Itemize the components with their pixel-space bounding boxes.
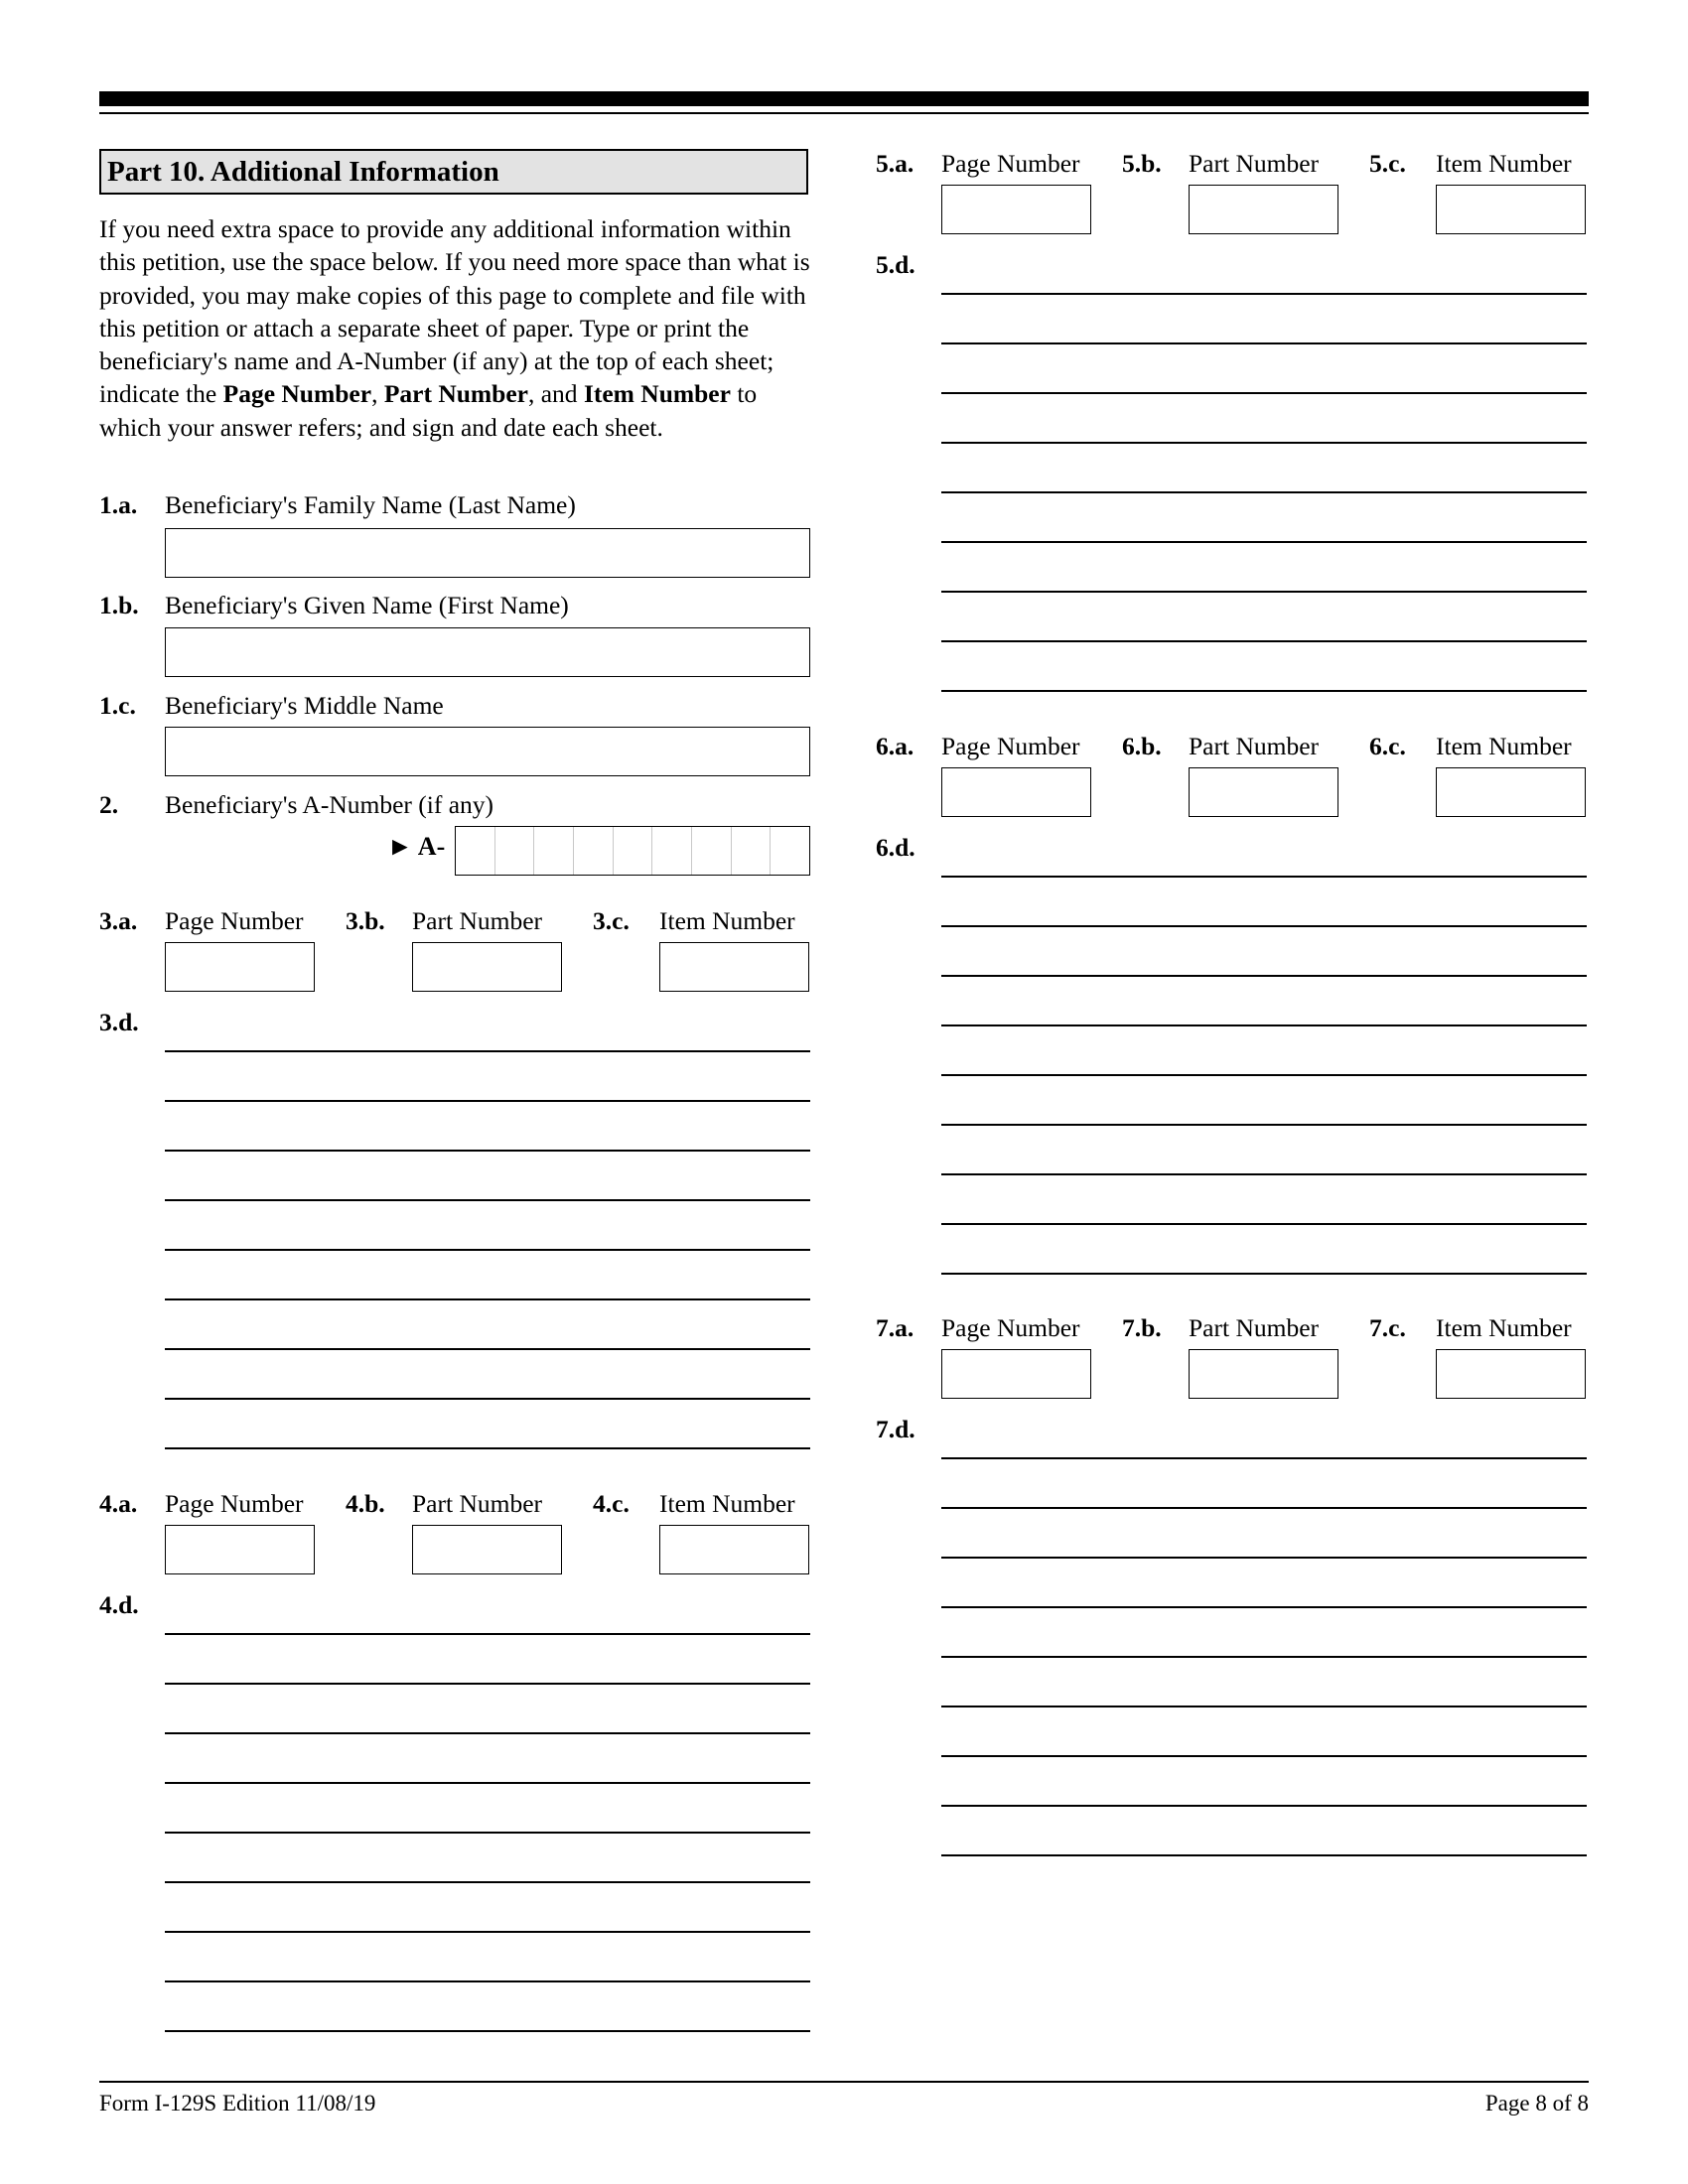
details-write-line-4[interactable] bbox=[165, 1633, 810, 1635]
instructions-bold-text: Part Number bbox=[383, 379, 528, 409]
middle-name-label: Beneficiary's Middle Name bbox=[165, 691, 444, 720]
a-number-digit-cell bbox=[573, 827, 613, 875]
field-number-1b: 1.b. bbox=[99, 591, 139, 619]
middle-name-input[interactable] bbox=[165, 727, 810, 776]
page-number-item-4: 4.a. bbox=[99, 1489, 138, 1518]
details-item-7: 7.d. bbox=[876, 1415, 915, 1443]
item-number-label: Item Number bbox=[1436, 149, 1572, 178]
details-item-4: 4.d. bbox=[99, 1590, 139, 1619]
details-write-line-3[interactable] bbox=[165, 1249, 810, 1251]
details-write-line-4[interactable] bbox=[165, 1931, 810, 1933]
top-rule-thick bbox=[99, 91, 1589, 106]
details-write-line-5[interactable] bbox=[941, 591, 1587, 593]
details-write-line-7[interactable] bbox=[941, 1457, 1587, 1459]
part-number-input-7[interactable] bbox=[1189, 1349, 1338, 1399]
page-number-label: Page Number bbox=[941, 149, 1080, 178]
a-number-digit-cell bbox=[613, 827, 652, 875]
details-write-line-7[interactable] bbox=[941, 1854, 1587, 1856]
details-item-5: 5.d. bbox=[876, 250, 915, 279]
top-rule-thin bbox=[99, 112, 1589, 114]
part-number-input-6[interactable] bbox=[1189, 767, 1338, 817]
a-number-label: Beneficiary's A-Number (if any) bbox=[165, 790, 494, 819]
details-write-line-6[interactable] bbox=[941, 1124, 1587, 1126]
item-number-item-5: 5.c. bbox=[1369, 149, 1406, 178]
page-number-item-7: 7.a. bbox=[876, 1313, 914, 1342]
details-write-line-3[interactable] bbox=[165, 1348, 810, 1350]
form-edition: Form I-129S Edition 11/08/19 bbox=[99, 2091, 376, 2116]
details-write-line-4[interactable] bbox=[165, 1782, 810, 1784]
part-number-item-5: 5.b. bbox=[1122, 149, 1162, 178]
part-number-item-4: 4.b. bbox=[346, 1489, 385, 1518]
page-number-input-7[interactable] bbox=[941, 1349, 1091, 1399]
part-number-label: Part Number bbox=[1189, 732, 1320, 760]
item-number-label: Item Number bbox=[659, 906, 795, 935]
details-write-line-5[interactable] bbox=[941, 342, 1587, 344]
details-write-line-3[interactable] bbox=[165, 1150, 810, 1152]
page-number-item-5: 5.a. bbox=[876, 149, 914, 178]
details-write-line-6[interactable] bbox=[941, 975, 1587, 977]
details-write-line-6[interactable] bbox=[941, 1223, 1587, 1225]
details-write-line-4[interactable] bbox=[165, 1732, 810, 1734]
details-write-line-3[interactable] bbox=[165, 1447, 810, 1449]
details-write-line-5[interactable] bbox=[941, 442, 1587, 444]
details-write-line-4[interactable] bbox=[165, 1683, 810, 1685]
details-write-line-4[interactable] bbox=[165, 1881, 810, 1883]
instructions-bold-text: Page Number bbox=[222, 379, 372, 409]
page-number-input-5[interactable] bbox=[941, 185, 1091, 234]
given-name-label: Beneficiary's Given Name (First Name) bbox=[165, 591, 569, 619]
details-write-line-4[interactable] bbox=[165, 1832, 810, 1834]
field-number-1a: 1.a. bbox=[99, 490, 138, 519]
details-write-line-3[interactable] bbox=[165, 1298, 810, 1300]
page-number-label: Page Number bbox=[165, 1489, 304, 1518]
instructions-text: to which your answer refers; and sign and date each sheet. bbox=[99, 379, 758, 442]
footer-rule bbox=[99, 2081, 1589, 2083]
details-write-line-7[interactable] bbox=[941, 1706, 1587, 1707]
item-number-item-4: 4.c. bbox=[593, 1489, 630, 1518]
item-number-label: Item Number bbox=[1436, 732, 1572, 760]
details-write-line-5[interactable] bbox=[941, 690, 1587, 692]
details-write-line-3[interactable] bbox=[165, 1398, 810, 1400]
details-write-line-6[interactable] bbox=[941, 1173, 1587, 1175]
a-number-digit-cell bbox=[533, 827, 573, 875]
field-number-2: 2. bbox=[99, 790, 119, 819]
instructions-text: , and bbox=[527, 379, 584, 409]
part-number-label: Part Number bbox=[1189, 149, 1320, 178]
details-write-line-5[interactable] bbox=[941, 392, 1587, 394]
a-number-digit-cell bbox=[494, 827, 534, 875]
item-number-item-3: 3.c. bbox=[593, 906, 630, 935]
details-write-line-7[interactable] bbox=[941, 1507, 1587, 1509]
a-number-digit-cell bbox=[770, 827, 809, 875]
page-number-input-6[interactable] bbox=[941, 767, 1091, 817]
a-number-prefix: ► A- bbox=[387, 832, 446, 861]
a-number-digit-cell bbox=[691, 827, 731, 875]
details-write-line-5[interactable] bbox=[941, 541, 1587, 543]
details-write-line-7[interactable] bbox=[941, 1557, 1587, 1559]
a-number-digit-cell bbox=[731, 827, 771, 875]
details-write-line-6[interactable] bbox=[941, 876, 1587, 878]
field-number-1c: 1.c. bbox=[99, 691, 136, 720]
part-number-item-3: 3.b. bbox=[346, 906, 385, 935]
part-number-label: Part Number bbox=[1189, 1313, 1320, 1342]
part-number-input-4[interactable] bbox=[412, 1525, 562, 1574]
details-write-line-3[interactable] bbox=[165, 1100, 810, 1102]
details-item-3: 3.d. bbox=[99, 1008, 139, 1036]
item-number-input-6[interactable] bbox=[1436, 767, 1586, 817]
item-number-input-5[interactable] bbox=[1436, 185, 1586, 234]
page-number: Page 8 of 8 bbox=[1484, 2091, 1589, 2116]
page-number-input-3[interactable] bbox=[165, 942, 315, 992]
item-number-label: Item Number bbox=[659, 1489, 795, 1518]
details-write-line-6[interactable] bbox=[941, 1074, 1587, 1076]
part-number-label: Part Number bbox=[412, 906, 543, 935]
given-name-input[interactable] bbox=[165, 627, 810, 677]
part-number-label: Part Number bbox=[412, 1489, 543, 1518]
page-number-label: Page Number bbox=[941, 1313, 1080, 1342]
details-write-line-5[interactable] bbox=[941, 491, 1587, 493]
page-number-label: Page Number bbox=[165, 906, 304, 935]
item-number-label: Item Number bbox=[1436, 1313, 1572, 1342]
details-write-line-5[interactable] bbox=[941, 293, 1587, 295]
instructions-text: If you need extra space to provide any additional information within this petition, use the space below. If you need more space than what is provided, you may make copies of this page to complete and file with this petition or attach a separate sheet of paper. Type or print the beneficiary's name and A-Number (if any) at the top of each sheet; indicate the bbox=[99, 214, 810, 409]
a-number-digit-cell bbox=[651, 827, 691, 875]
item-number-input-3[interactable] bbox=[659, 942, 809, 992]
details-write-line-7[interactable] bbox=[941, 1805, 1587, 1807]
part-number-item-7: 7.b. bbox=[1122, 1313, 1162, 1342]
item-number-input-7[interactable] bbox=[1436, 1349, 1586, 1399]
details-write-line-7[interactable] bbox=[941, 1606, 1587, 1608]
details-write-line-3[interactable] bbox=[165, 1199, 810, 1201]
details-write-line-4[interactable] bbox=[165, 1980, 810, 1982]
details-write-line-6[interactable] bbox=[941, 1024, 1587, 1026]
part-number-item-6: 6.b. bbox=[1122, 732, 1162, 760]
details-write-line-5[interactable] bbox=[941, 640, 1587, 642]
page-number-label: Page Number bbox=[941, 732, 1080, 760]
page-number-item-3: 3.a. bbox=[99, 906, 138, 935]
instructions-paragraph bbox=[99, 212, 814, 444]
item-number-input-4[interactable] bbox=[659, 1525, 809, 1574]
details-write-line-3[interactable] bbox=[165, 1050, 810, 1052]
part-title: Part 10. Additional Information bbox=[99, 149, 808, 195]
family-name-label: Beneficiary's Family Name (Last Name) bbox=[165, 490, 576, 519]
details-write-line-6[interactable] bbox=[941, 925, 1587, 927]
instructions-text: , bbox=[371, 379, 384, 409]
details-write-line-7[interactable] bbox=[941, 1755, 1587, 1757]
page-number-input-4[interactable] bbox=[165, 1525, 315, 1574]
a-number-input[interactable] bbox=[455, 826, 810, 876]
item-number-item-7: 7.c. bbox=[1369, 1313, 1406, 1342]
family-name-input[interactable] bbox=[165, 528, 810, 578]
details-write-line-4[interactable] bbox=[165, 2030, 810, 2032]
details-write-line-7[interactable] bbox=[941, 1656, 1587, 1658]
details-item-6: 6.d. bbox=[876, 833, 915, 862]
part-number-input-3[interactable] bbox=[412, 942, 562, 992]
details-write-line-6[interactable] bbox=[941, 1273, 1587, 1275]
part-number-input-5[interactable] bbox=[1189, 185, 1338, 234]
page-number-item-6: 6.a. bbox=[876, 732, 914, 760]
item-number-item-6: 6.c. bbox=[1369, 732, 1406, 760]
instructions-bold-text: Item Number bbox=[583, 379, 731, 409]
a-number-digit-cell bbox=[456, 827, 494, 875]
